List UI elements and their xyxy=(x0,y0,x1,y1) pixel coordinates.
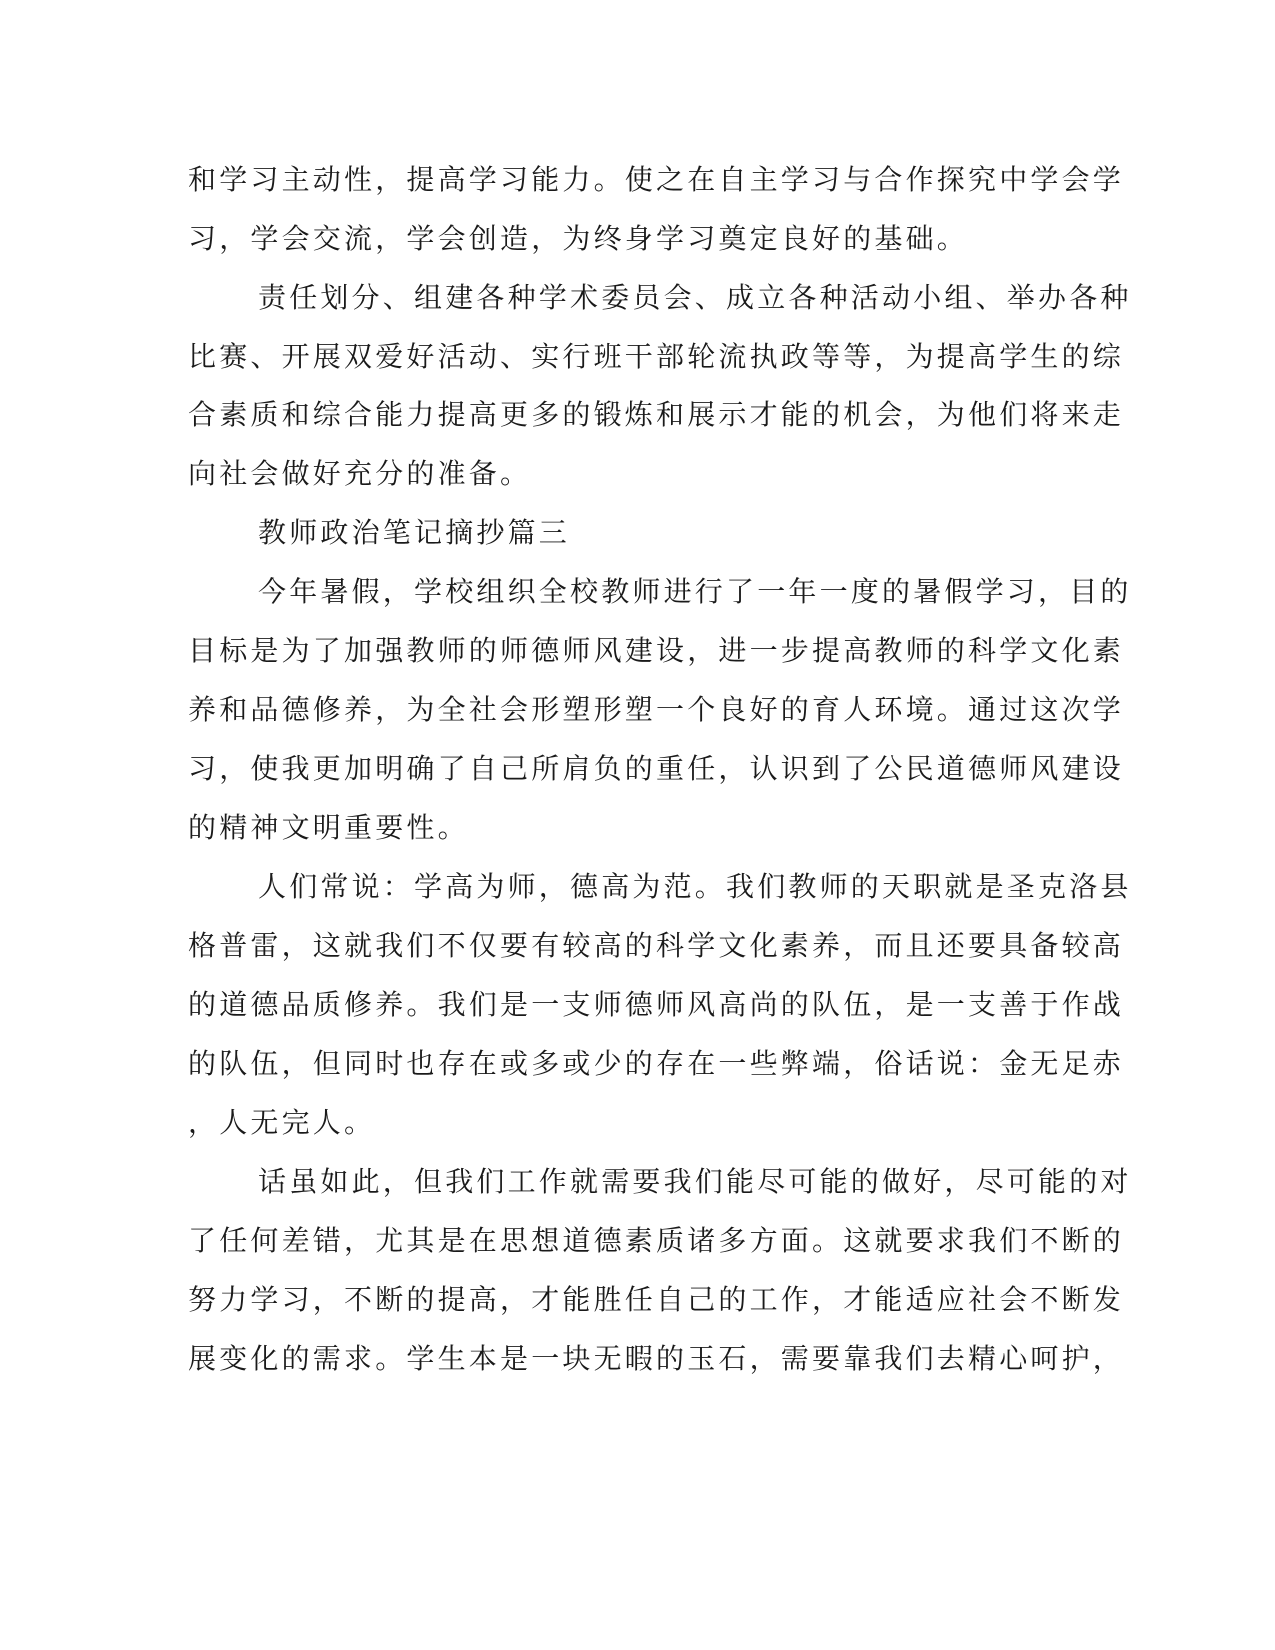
text-line: 习，使我更加明确了自己所肩负的重任，认识到了公民道德师风建设 xyxy=(188,752,1125,785)
text-line: ，人无完人。 xyxy=(188,1106,376,1139)
paragraph-first-line: 话虽如此，但我们工作就需要我们能尽可能的做好，尽可能的对 xyxy=(258,1165,1132,1198)
paragraph-first-line: 责任划分、组建各种学术委员会、成立各种活动小组、举办各种 xyxy=(258,281,1132,314)
text-line: 养和品德修养，为全社会形塑形塑一个良好的育人环境。通过这次学 xyxy=(188,693,1125,726)
text-line: 和学习主动性，提高学习能力。使之在自主学习与合作探究中学会学 xyxy=(188,163,1125,196)
text-line: 的队伍，但同时也存在或多或少的存在一些弊端，俗话说：金无足赤 xyxy=(188,1047,1125,1080)
text-line: 努力学习，不断的提高，才能胜任自己的工作，才能适应社会不断发 xyxy=(188,1283,1125,1316)
text-line: 习，学会交流，学会创造，为终身学习奠定良好的基础。 xyxy=(188,222,969,255)
paragraph-first-line: 今年暑假，学校组织全校教师进行了一年一度的暑假学习，目的 xyxy=(258,575,1132,608)
text-line: 目标是为了加强教师的师德师风建设，进一步提高教师的科学文化素 xyxy=(188,634,1125,667)
text-line: 了任何差错，尤其是在思想道德素质诸多方面。这就要求我们不断的 xyxy=(188,1224,1125,1257)
text-line: 向社会做好充分的准备。 xyxy=(188,457,532,490)
text-line: 展变化的需求。学生本是一块无暇的玉石，需要靠我们去精心呵护， xyxy=(188,1342,1125,1375)
text-line: 比赛、开展双爱好活动、实行班干部轮流执政等等，为提高学生的综 xyxy=(188,340,1125,373)
section-heading: 教师政治笔记摘抄篇三 xyxy=(258,516,571,549)
text-line: 的道德品质修养。我们是一支师德师风高尚的队伍，是一支善于作战 xyxy=(188,988,1125,1021)
text-line: 的精神文明重要性。 xyxy=(188,811,469,844)
text-line: 格普雷，这就我们不仅要有较高的科学文化素养，而且还要具备较高 xyxy=(188,929,1125,962)
text-line: 合素质和综合能力提高更多的锻炼和展示才能的机会，为他们将来走 xyxy=(188,398,1125,431)
paragraph-first-line: 人们常说：学高为师，德高为范。我们教师的天职就是圣克洛县 xyxy=(258,870,1132,903)
